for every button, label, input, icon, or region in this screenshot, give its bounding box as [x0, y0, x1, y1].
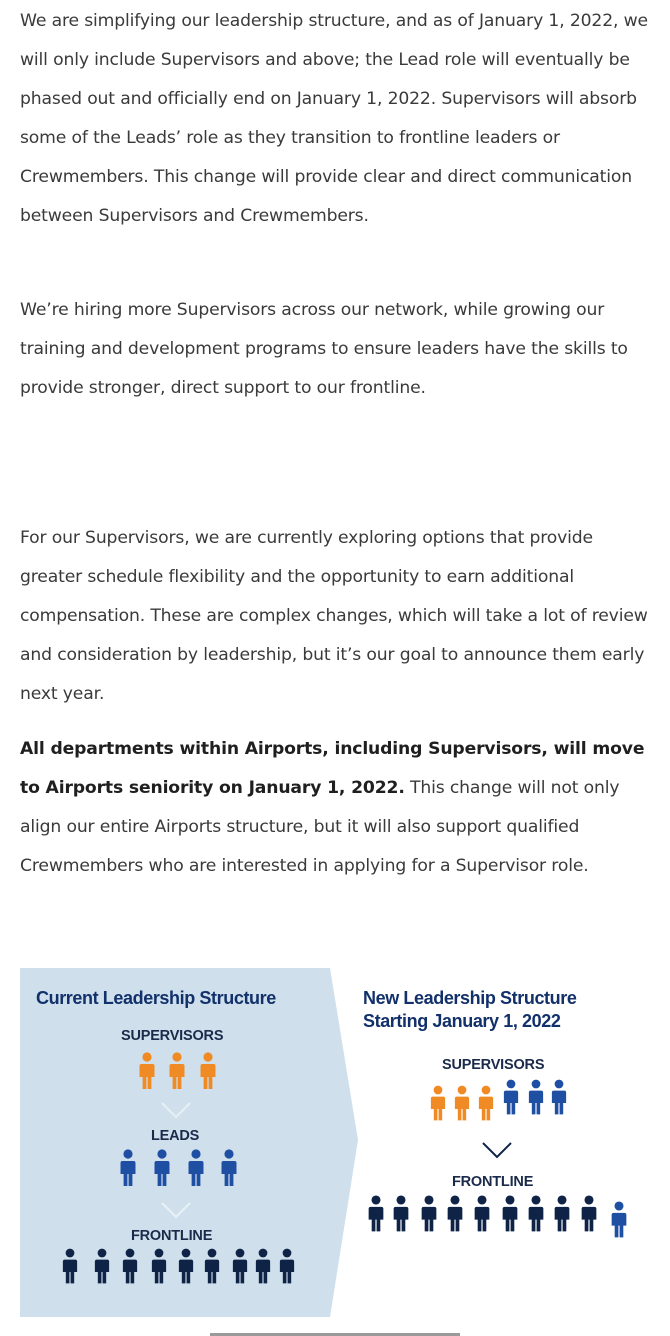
supervisor-person-icon	[479, 1086, 493, 1121]
frontline-person-icon	[422, 1195, 437, 1231]
chevron-down-icon	[483, 1143, 511, 1157]
infographic-canvas	[0, 960, 670, 1336]
frontline-person-icon	[582, 1195, 597, 1231]
frontline-person-icon	[529, 1195, 544, 1231]
seniority-bold-text: All departments within Airports, including Supervisors, will move to Airports seniority on January 1, 2022.	[20, 739, 645, 798]
new-structure-title-line2: Starting January 1, 2022	[363, 1011, 561, 1031]
frontline-person-icon	[394, 1195, 409, 1231]
current-leads-label: LEADS	[151, 1128, 200, 1144]
supervisor-person-icon	[455, 1086, 469, 1121]
paragraph-hiring-supervisors: We’re hiring more Supervisors across our network, while growing our training and development programs to ensure leaders have the skills to provide stronger, direct support to our frontline.	[20, 300, 628, 398]
current-supervisors-label: SUPERVISORS	[121, 1028, 224, 1044]
frontline-person-icon	[369, 1195, 384, 1231]
current-frontline-label: FRONTLINE	[131, 1228, 213, 1244]
seniority-rest-text: This change will not only align our entire Airports structure, but it will also support qualified Crewmembers who are interested in applying for a Supervisor role.	[20, 778, 620, 876]
frontline-person-icon	[475, 1195, 490, 1231]
supervisor-person-icon	[504, 1080, 518, 1115]
new-frontline-label: FRONTLINE	[452, 1174, 534, 1190]
current-structure-title: Current Leadership Structure	[36, 988, 276, 1008]
supervisor-person-icon	[529, 1080, 543, 1115]
supervisor-person-icon	[552, 1080, 566, 1115]
paragraph-supervisor-options: For our Supervisors, we are currently exploring options that provide greater schedule flexibility and the opportunity to earn additional compensation. These are complex changes, which will take a lot of review and consideration by leadership, but it’s our goal to announce them early next year.	[20, 528, 648, 704]
new-supervisors-label: SUPERVISORS	[442, 1057, 545, 1073]
leadership-structure-infographic	[0, 960, 670, 1336]
supervisor-person-icon	[431, 1086, 445, 1121]
new-structure-title-line1: New Leadership Structure	[363, 988, 577, 1008]
frontline-person-icon	[612, 1201, 627, 1237]
frontline-person-icon	[503, 1195, 518, 1231]
paragraph-seniority	[20, 730, 660, 886]
frontline-person-icon	[448, 1195, 463, 1231]
frontline-person-icon	[555, 1195, 570, 1231]
paragraph-leadership-structure: We are simplifying our leadership structure, and as of January 1, 2022, we will only include Supervisors and above; the Lead role will eventually be phased out and officially end on January 1, 2022. Supervisors will absorb some of the Leads’ role as they transition to frontline leaders or Crewmembers. This change will provide clear and direct communication between Supervisors and Crewmembers.	[20, 11, 648, 226]
